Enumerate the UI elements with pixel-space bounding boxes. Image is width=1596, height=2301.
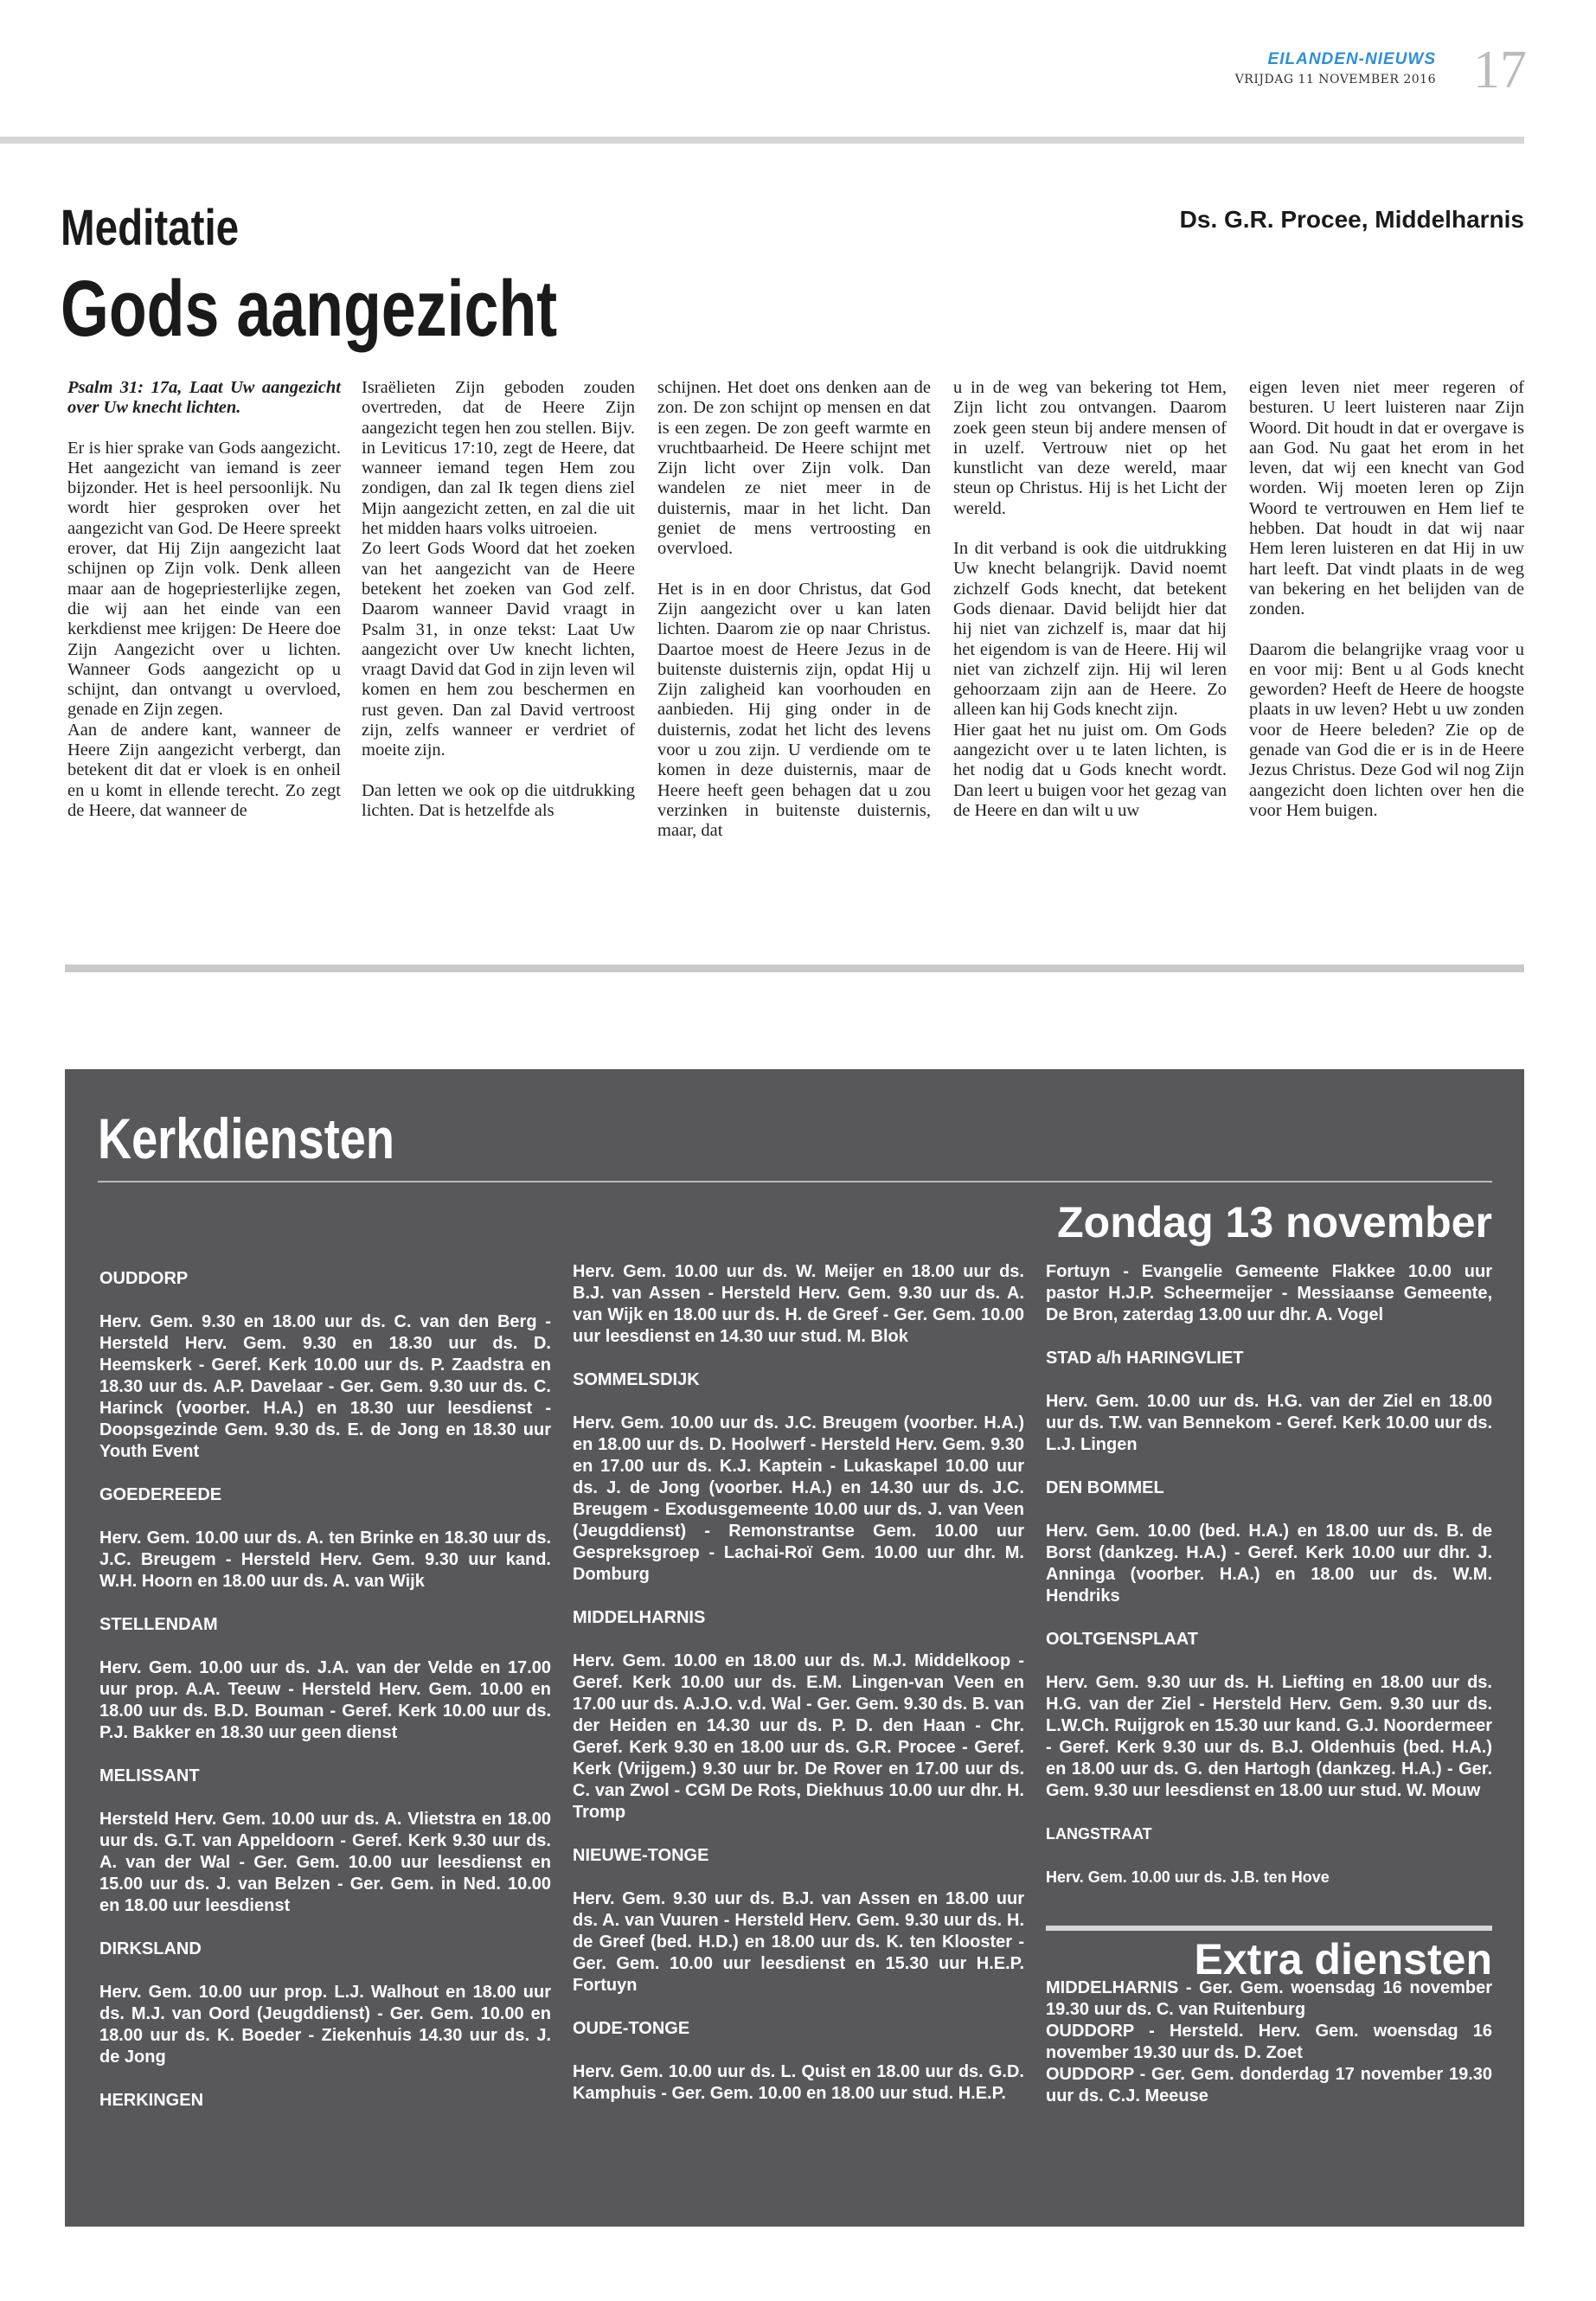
services-title: Kerkdiensten bbox=[98, 1106, 394, 1170]
paragraph: Aan de andere kant, wanneer de Heere Zijn aangezicht verbergt, dan betekent dit dat er vloek is en onheil en u komt in ellende terecht. Zo zegt de Heere, dat wanneer de bbox=[67, 720, 341, 820]
newspaper-logo: EILANDEN-NIEUWS bbox=[1267, 50, 1436, 68]
top-divider bbox=[0, 137, 1524, 144]
paragraph: eigen leven niet meer regeren of besturen. U leert luisteren naar Zijn Woord. Dit houdt in dat er overgave is aan God. Nu gaat het erom in het leven, dat wij een knecht van God worden. Wij moeten leren op Zijn Woord te vertrouwen en Hem lief te hebben. Dat houdt in dat wij naar Hem leren luisteren en dat Hij in uw hart leeft. Dat vindt plaats in de weg van bekering en het belijden van de zonden. bbox=[1249, 378, 1524, 619]
place-heading: OUDDORP bbox=[99, 1269, 189, 1288]
service-text: Herv. Gem. 10.00 uur ds. W. Meijer en 18.00 uur ds. B.J. van Assen - Hersteld Herv. Gem. 9.30 uur ds. A. van Wijk en 18.00 uur ds. H. de Greef - Ger. Gem. 10.00 uur leesdienst en 14.30 uur stud. M. Blok bbox=[573, 1262, 1024, 1346]
service-text: Herv. Gem. 10.00 uur ds. J.A. van der Velde en 17.00 uur prop. A.A. Teeuw - Hersteld Herv. Gem. 10.00 en 18.00 uur ds. B.D. Bouman - Geref. Kerk 10.00 uur ds. P.J. Bakker en 18.30 uur geen dienst bbox=[99, 1658, 551, 1742]
extra-services-list bbox=[1046, 1977, 1492, 2107]
services-column-3 bbox=[1046, 1261, 1492, 1910]
extra-service-item: OUDDORP - Ger. Gem. donderdag 17 november 19.30 uur ds. C.J. Meeuse bbox=[1046, 2065, 1492, 2106]
service-text: Herv. Gem. 9.30 uur ds. H. Liefting en 18.00 uur ds. H.G. van der Ziel - Hersteld Herv. Gem. 9.30 uur ds. L.W.Ch. Ruijgrok en 15.30 uur kand. G.J. Noordermeer - Geref. Kerk 9.30 uur ds. B.J. Oldenhuis (bed. H.A.) en 18.00 uur ds. G. den Hartogh (dankzeg. H.A.) - Ger. Gem. 9.30 uur leesdienst en 18.00 uur stud. W. Mouw bbox=[1046, 1673, 1492, 1800]
paragraph: Het is in en door Christus, dat God Zijn aangezicht over u kan laten lichten. Daarom zie op naar Christus. Daartoe moest de Heere Jezus in de buitenste duisternis zijn, opdat Hij u Zijn zaligheid kan voorhouden en aanbieden. Hij ging onder in de duisternis, zodat het licht des levens voor u zou zijn. U verdiende om te komen in deze duisternis, maar de Heere heeft geen behagen dat u zou verzinken in buitenste duisternis, maar, dat bbox=[657, 579, 931, 841]
place-heading: STELLENDAM bbox=[99, 1615, 218, 1634]
paragraph: Dan letten we ook op die uitdrukking lichten. Dat is hetzelfde als bbox=[362, 780, 635, 820]
bible-verse: Psalm 31: 17a, Laat Uw aangezicht over Uw knecht lichten. bbox=[67, 378, 341, 418]
article-column-5 bbox=[1249, 378, 1524, 821]
services-column-1 bbox=[99, 1268, 551, 2133]
service-text: Herv. Gem. 10.00 uur ds. L. Quist en 18.00 uur ds. G.D. Kamphuis - Ger. Gem. 10.00 en 18.00 uur stud. H.E.P. bbox=[573, 2062, 1024, 2103]
extra-services-title: Extra diensten bbox=[1194, 1935, 1492, 1984]
extra-service-item: MIDDELHARNIS - Ger. Gem. woensdag 16 november 19.30 uur ds. C. van Ruitenburg bbox=[1046, 1978, 1492, 2019]
place-heading: HERKINGEN bbox=[99, 2091, 204, 2110]
article-column-1 bbox=[67, 378, 341, 821]
extra-services-divider bbox=[1046, 1926, 1492, 1931]
service-text: Herv. Gem. 10.00 uur prop. L.J. Walhout en 18.00 uur ds. M.J. van Oord (Jeugddienst) - Ger. Gem. 10.00 en 18.00 uur ds. K. Boeder - Ziekenhuis 14.30 uur ds. J. de Jong bbox=[99, 1983, 551, 2067]
service-text: Herv. Gem. 10.00 uur ds. J.C. Breugem (voorber. H.A.) en 18.00 uur ds. D. Hoolwerf - Hersteld Herv. Gem. 9.30 en 17.00 uur ds. K.J. Kaptein - Lukaskapel 10.00 uur ds. J. de Jong (voorber. H.A.) en 14.30 uur ds. J.C. Breugem - Exodusgemeente 10.00 uur ds. J. van Veen (Jeugddienst) - Remonstrantse Gem. 10.00 uur Gespreksgroep - Lachai-Roï Gem. 10.00 uur dhr. M. Domburg bbox=[573, 1413, 1024, 1584]
services-rule bbox=[98, 1181, 1492, 1183]
place-heading: OUDE-TONGE bbox=[573, 2019, 690, 2038]
paragraph: u in de weg van bekering tot Hem, Zijn licht zou ontvangen. Daarom zoek geen steun bij andere mensen of in uzelf. Vertrouw niet op het kunstlicht van deze wereld, maar steun op Christus. Hij is het Licht der wereld. bbox=[953, 378, 1227, 518]
services-date-heading: Zondag 13 november bbox=[1057, 1198, 1492, 1247]
extra-service-item: OUDDORP - Hersteld. Herv. Gem. woensdag 16 november 19.30 uur ds. D. Zoet bbox=[1046, 2022, 1492, 2062]
service-text: Herv. Gem. 10.00 (bed. H.A.) en 18.00 uur ds. B. de Borst (dankzeg. H.A.) - Geref. Kerk 10.00 uur dhr. J. Anninga (voorber. H.A.) en 18.00 uur ds. W.M. Hendriks bbox=[1046, 1522, 1492, 1606]
service-text: Herv. Gem. 10.00 uur ds. A. ten Brinke en 18.30 uur ds. J.C. Breugem - Hersteld Herv. Gem. 9.30 uur kand. W.H. Hoorn en 18.00 uur ds. A. van Wijk bbox=[99, 1529, 551, 1591]
service-text: Herv. Gem. 10.00 en 18.00 uur ds. M.J. Middelkoop - Geref. Kerk 10.00 uur ds. E.M. Lingen-van Veen en 17.00 uur ds. A.J.O. v.d. Wal - Ger. Gem. 9.30 ds. B. van der Heiden en 14.30 uur ds. P. D. den Haan - Chr. Geref. Kerk 9.30 en 18.00 uur ds. G.R. Procee - Geref. Kerk (Vrijgem.) 9.30 uur br. De Rover en 17.00 uur ds. C. van Zwol - CGM De Rots, Diekhuus 10.00 uur dhr. H. Tromp bbox=[573, 1651, 1024, 1822]
place-heading: DIRKSLAND bbox=[99, 1939, 202, 1958]
place-heading: GOEDEREEDE bbox=[99, 1485, 222, 1504]
page-number: 17 bbox=[1473, 41, 1527, 99]
place-heading: SOMMELSDIJK bbox=[573, 1370, 700, 1389]
paragraph: In dit verband is ook die uitdrukking Uw knecht belangrijk. David noemt zichzelf Gods knecht, dat betekent Gods dienaar. David belijdt hier dat hij niet van zichzelf is, maar dat hij het eigendom is van de Heere. Hij wil niet van zichzelf zijn. Hij wil leren gehoorzaam zijn aan de Heere. Zo alleen kan hij Gods knecht zijn. bbox=[953, 539, 1227, 720]
service-text: Herv. Gem. 9.30 uur ds. B.J. van Assen en 18.00 uur ds. A. van Vuuren - Hersteld Herv. Gem. 9.30 uur ds. H. de Greef (bed. H.D.) en 18.00 uur ds. K. ten Klooster - Ger. Gem. 10.00 uur leesdienst en 15.30 uur H.E.P. Fortuyn bbox=[573, 1889, 1024, 1995]
place-heading: DEN BOMMEL bbox=[1046, 1478, 1164, 1497]
place-heading: OOLTGENSPLAAT bbox=[1046, 1630, 1198, 1649]
service-text: Herv. Gem. 9.30 en 18.00 uur ds. C. van den Berg - Hersteld Herv. Gem. 9.30 en 18.30 uur ds. D. Heemskerk - Geref. Kerk 10.00 uur ds. P. Zaadstra en 18.30 uur ds. A.P. Davelaar - Ger. Gem. 9.30 uur ds. C. Harinck (voorber. H.A.) en 18.30 uur leesdienst - Doopsgezinde Gem. 9.30 ds. E. de Jong en 18.30 uur Youth Event bbox=[99, 1312, 551, 1461]
article-column-2 bbox=[362, 378, 635, 821]
publication-date: VRIJDAG 11 NOVEMBER 2016 bbox=[1234, 73, 1436, 87]
paragraph: Hier gaat het nu juist om. Om Gods aangezicht over u te laten lichten, is het nodig dat u Gods knecht wordt. Dan leert u buigen voor het gezag van de Heere en dan wilt u uw bbox=[953, 720, 1227, 820]
paragraph: Zo leert Gods Woord dat het zoeken van het aangezicht van de Heere betekent het zoeken van God zelf. Daarom wanneer David vraagt in Psalm 31, in onze tekst: Laat Uw aangezicht over Uw knecht lichten, vraagt David dat God in zijn leven wil komen en hem zou beschermen en rust geven. Dan zal David vertroost zijn, zelfs wanneer er verdriet of moeite zijn. bbox=[362, 539, 635, 760]
place-heading: NIEUWE-TONGE bbox=[573, 1846, 709, 1865]
paragraph: Er is hier sprake van Gods aangezicht. Het aangezicht van iemand is zeer bijzonder. Het is heel persoonlijk. Nu wordt hier gesproken over het aangezicht van God. De Heere spreekt erover, dat Hij Zijn aangezicht laat schijnen op Zijn volk. Denk alleen maar aan de hogepriesterlijke zegen, die wij aan het einde van een kerkdienst mee krijgen: De Heere doe Zijn Aangezicht over u lichten. Wanneer Gods aangezicht op u schijnt, dan ontvangt u overvloed, genade en Zijn zegen. bbox=[67, 438, 341, 720]
place-heading: MELISSANT bbox=[99, 1766, 200, 1785]
paragraph: Israëlieten Zijn geboden zouden overtreden, dat de Heere Zijn aangezicht tegen hen zou stellen. Bijv. in Leviticus 17:10, zegt de Heere, dat wanneer iemand tegen Hem zou zondigen, dan zal Ik tegen diens ziel Mijn aangezicht zetten, en zal die uit het midden haars volks uitroeien. bbox=[362, 378, 635, 539]
article-column-4 bbox=[953, 378, 1227, 821]
paragraph: schijnen. Het doet ons denken aan de zon. De zon schijnt op mensen en dat is een zegen. De zon geeft warmte en vruchtbaarheid. De Heere schijnt met Zijn licht over Zijn volk. Dan wandelen ze niet meer in de duisternis, maar in het licht. Dan geniet de mens vertroosting en overvloed. bbox=[657, 378, 931, 559]
paragraph: Daarom die belangrijke vraag voor u en voor mij: Bent u al Gods knecht geworden? Heeft de Heere de hoogste plaats in uw leven? Hebt u uw zonden voor de Heere beleden? Zie op de genade van God die er is in de Heere Jezus Christus. Deze God wil nog Zijn aangezicht doen lichten over hen die voor Hem buigen. bbox=[1249, 639, 1524, 820]
service-text: Herv. Gem. 10.00 uur ds. H.G. van der Ziel en 18.00 uur ds. T.W. van Bennekom - Geref. Kerk 10.00 uur ds. L.J. Lingen bbox=[1046, 1392, 1492, 1454]
article-column-3 bbox=[657, 378, 931, 842]
place-heading: MIDDELHARNIS bbox=[573, 1608, 706, 1627]
masthead bbox=[1235, 50, 1436, 87]
section-kicker: Meditatie bbox=[61, 200, 240, 256]
article-author: Ds. G.R. Procee, Middelharnis bbox=[1179, 206, 1524, 233]
service-text: Hersteld Herv. Gem. 10.00 uur ds. A. Vlietstra en 18.00 uur ds. G.T. van Appeldoorn - Geref. Kerk 9.30 uur ds. A. van der Wal - Ger. Gem. 10.00 uur leesdienst en 15.00 uur ds. J. van Belzen - Ger. Gem. in Ned. 10.00 en 18.00 uur leesdienst bbox=[99, 1810, 551, 1915]
service-text: Fortuyn - Evangelie Gemeente Flakkee 10.00 uur pastor H.J.P. Scheermeijer - Messiaanse Gemeente, De Bron, zaterdag 13.00 uur dhr. A. Vogel bbox=[1046, 1262, 1492, 1324]
place-heading: LANGSTRAAT bbox=[1046, 1825, 1152, 1843]
church-services-box bbox=[65, 1069, 1524, 2227]
section-divider bbox=[65, 965, 1524, 972]
place-heading: STAD a/h HARINGVLIET bbox=[1046, 1349, 1244, 1368]
article-title: Gods aangezicht bbox=[61, 265, 558, 353]
services-column-2 bbox=[573, 1261, 1024, 2126]
service-text: Herv. Gem. 10.00 uur ds. J.B. ten Hove bbox=[1046, 1868, 1330, 1886]
